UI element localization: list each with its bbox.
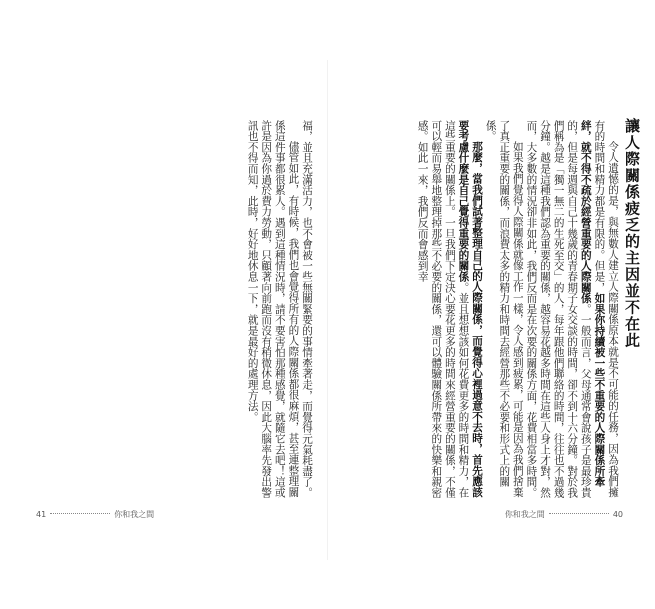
body-text: 福，並且充滿活力，也不會被一些無關緊要的事情牽著走，而覺得元氣耗盡了。 <box>301 120 313 498</box>
left-page-number: 41 <box>36 510 47 519</box>
right-page-number: 40 <box>612 510 623 519</box>
body-text: 令人遺憾的是，與無數人建立人際關係原本就是不可能的任務，因為我們擁有的時間和精力都是有限的。但是， <box>593 120 619 498</box>
left-page-footer <box>36 509 154 520</box>
right-page <box>328 0 655 609</box>
right-page-body <box>379 120 619 500</box>
body-text: 儘管如此，有時候，我們也會覺得所有的人際關係都很麻煩，甚至連整理關係這件事都很累人。遇到這種情況時，請不要害怕那種感覺，就隨它去吧！這或許是因為你過於費力勞動，只顧著向前跑而沒有稍微休息，因此大腦率先發出警訊也不得而知，此時，好好地休息一下，就是最好的處理方法。 <box>246 120 300 498</box>
right-page-section: 你和我之間 <box>504 510 545 519</box>
left-page-section: 你和我之間 <box>114 510 155 519</box>
paragraph <box>245 120 299 500</box>
section-heading: 讓人際關係疲乏的主因並不在此 <box>623 118 641 349</box>
left-page-body <box>123 120 313 500</box>
body-text: 。並且想想該如何花費更多的時間和精力，在這些重要的關係上。一旦我們下定決心要花更多的時間來經營重要的關係，不僅可以輕而易舉地整理掉那些不必要的關係，還可以體驗關係所帶來的快樂和親密感。如此一來，我們反而會感到幸 <box>416 120 470 498</box>
paragraph <box>299 120 313 500</box>
paragraph <box>415 120 483 500</box>
bold-text: 那麼，當我們試著整理自己的人際關係，而覺得心裡過意不去時，首先應該要考慮什麼是自己覺得重要的關係 <box>457 120 484 498</box>
body-text: 如果我們覺得人際關係就像工作一樣，令人感到疲累，可能是因為我們捨棄了真正重要的關係，而浪費太多的精力和時間去經營那些不必要和形式上的關係。 <box>484 120 524 498</box>
bold-text: 如果你持續被一些不重要的人際關係所牽絆，就不得不疏於經營重要的人際關係 <box>579 120 606 488</box>
left-page <box>0 0 327 609</box>
footer-dots <box>50 513 110 514</box>
right-page-footer <box>505 509 623 520</box>
paragraph <box>524 120 619 500</box>
body-text: 。一般而言，父母通常會說孩子是最珍貴的，但是每週與自己十幾歲的青春期子女交談的時間，卻不到十六分鐘。對於我們稱為是「獨一無二的生死至交」的人，每年跟他們聯絡的時間，往往也不過幾分鐘。越是這種我們認為重要的關係，越容易花越多時間在這些人身上才對，然而，大多數的情況卻非如此，我們反而是在次要的關係方面，花費相當多時間。 <box>525 120 592 499</box>
paragraph <box>483 120 524 500</box>
footer-dots <box>549 513 609 514</box>
